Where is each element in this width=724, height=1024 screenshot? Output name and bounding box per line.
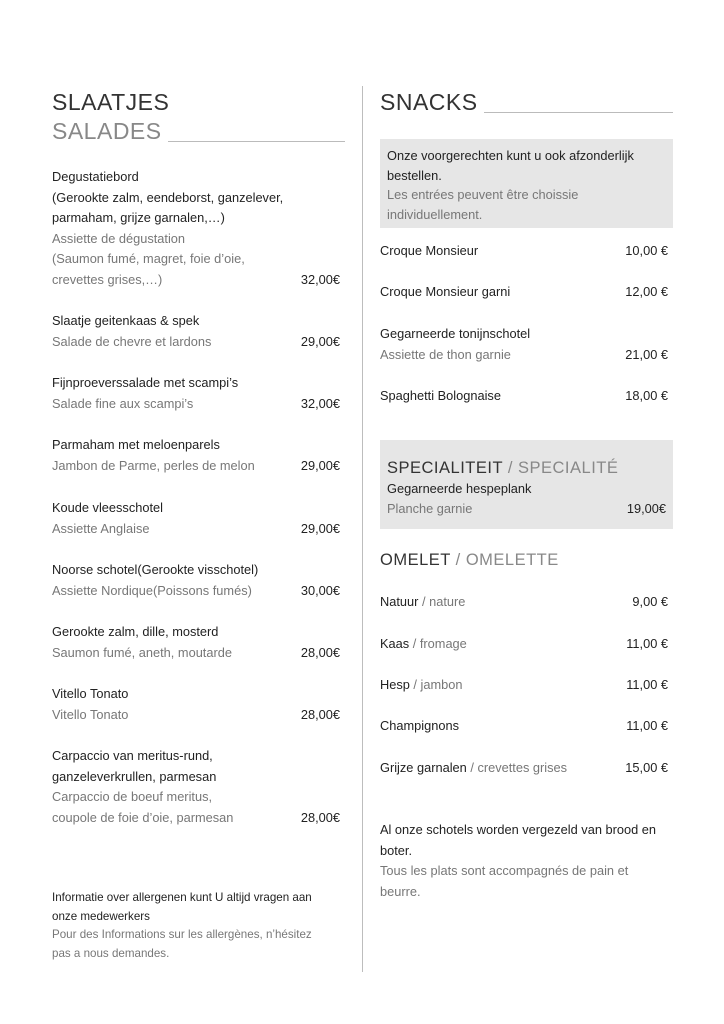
omelet-name-nl: Hesp [380,677,410,692]
omelet-item [380,758,668,779]
omelet-name-nl: Grijze garnalen [380,760,467,775]
dish-name-fr: Carpaccio de boeuf meritus, [52,789,213,804]
snacks-section [380,88,673,899]
dish-name-fr: crevettes grises,…) [52,271,163,287]
omelet-name-fr: jambon [420,677,463,692]
dish-item [52,746,340,828]
title-separator: / [450,551,466,569]
dish-name-nl: Slaatje geitenkaas & spek [52,313,200,328]
dish-name-nl: parmaham, grijze garnalen,…) [52,210,225,225]
column-divider [362,86,363,972]
allergen-note-fr: Pour des Informations sur les allergènes, n’hésitez [52,928,312,941]
dish-price: 29,00€ [300,457,340,473]
speciality-price: 19,00€ [626,500,666,516]
snack-name: Croque Monsieur [380,243,479,258]
omelet-item [380,675,668,696]
omelet-item [380,592,668,613]
salads-section [52,88,345,960]
dish-price: 29,00€ [300,333,340,349]
snacks-title-text: SNACKS [380,89,478,115]
omelet-title [380,550,559,570]
dish-item [52,684,340,725]
intro-fr: Les entrées peuvent être choissie [387,187,579,202]
salads-title-fr [52,117,345,146]
snack-name-fr: Assiette de thon garnie [380,346,511,362]
dish-price: 28,00€ [300,644,340,660]
dish-name-fr: Salade fine aux scampi’s [52,395,194,411]
item-separator: / [409,636,420,651]
omelet-name-nl: Natuur [380,594,419,609]
omelet-title-fr: OMELETTE [465,551,559,569]
dish-price: 30,00€ [300,582,340,598]
dish-name-nl: Carpaccio van meritus-rund, [52,748,213,763]
dish-name-fr: Assiette de dégustation [52,230,186,246]
bread-note-nl: Al onze schotels worden vergezeld van brood en [380,822,657,837]
dish-name-nl: Degustatiebord [52,169,139,184]
bread-note-fr: beurre. [380,883,421,899]
omelet-item [380,634,668,655]
item-separator: / [466,760,478,775]
omelet-name-fr: fromage [419,636,467,651]
snack-name: Croque Monsieur garni [380,284,511,299]
dish-price: 32,00€ [300,271,340,287]
dish-price: 28,00€ [300,706,340,722]
dish-name-fr: Salade de chevre et lardons [52,333,212,349]
snack-item [380,282,668,303]
snack-price: 12,00 € [625,284,668,299]
dish-name-fr: Vitello Tonato [52,706,129,722]
dish-name-fr: Assiette Nordique(Poissons fumés) [52,582,252,598]
dish-name-nl: Vitello Tonato [52,686,129,701]
snack-name: Spaghetti Bolognaise [380,388,501,403]
title-separator: / [502,459,518,477]
speciality-item-fr: Planche garnie [387,500,473,516]
allergen-note-nl: Informatie over allergenen kunt U altijd vragen aan [52,891,312,904]
item-separator: / [418,594,430,609]
omelet-item [380,716,668,737]
omelet-price: 11,00 € [626,718,668,733]
dish-name-nl: Parmaham met meloenparels [52,437,220,452]
dish-name-fr: (Saumon fumé, magret, foie d’oie, [52,251,245,266]
dish-name-fr: Jambon de Parme, perles de melon [52,457,255,473]
allergen-note-nl: onze medewerkers [52,909,150,923]
dish-name-fr: coupole de foie d’oie, parmesan [52,809,234,825]
item-separator: / [409,677,421,692]
omelet-name-nl: Champignons [380,718,459,733]
snack-price: 10,00 € [625,243,668,258]
dish-item [52,435,340,476]
snack-name: Gegarneerde tonijnschotel [380,326,531,341]
dish-name-nl: Gerookte zalm, dille, mosterd [52,624,219,639]
intro-fr: individuellement. [387,206,483,222]
omelet-name-fr: crevettes grises [477,760,568,775]
dish-name-fr: Assiette Anglaise [52,520,150,536]
bread-note [380,820,670,902]
omelet-price: 11,00 € [626,636,668,651]
allergen-note-fr: pas a nous demandes. [52,946,170,960]
dish-item [52,498,340,539]
dish-item [52,167,340,290]
omelet-price: 9,00 € [632,594,668,609]
speciality-title [387,458,666,478]
dish-price: 32,00€ [300,395,340,411]
dish-item [52,560,340,601]
allergen-note [52,889,342,963]
dish-name-nl: Fijnproeverssalade met scampi’s [52,375,239,390]
omelet-name-nl: Kaas [380,636,410,651]
intro-nl: bestellen. [387,167,442,183]
dish-price: 28,00€ [300,809,340,825]
snack-price: 18,00 € [625,388,668,403]
dish-item [52,622,340,663]
dish-item [52,311,340,352]
dish-name-nl: Noorse schotel(Gerookte visschotel) [52,562,259,577]
dish-item [52,373,340,414]
speciality-item-nl: Gegarneerde hespeplank [387,481,532,496]
snacks-intro-box [380,139,673,228]
omelet-title-nl: OMELET [380,551,451,569]
dish-name-nl: Koude vleesschotel [52,500,163,515]
snack-item [380,324,668,365]
omelet-name-fr: nature [429,594,466,609]
title-rule [168,141,345,142]
speciality-title-nl: SPECIALITEIT [387,459,503,477]
speciality-title-fr: SPECIALITÉ [518,459,619,477]
snack-item [380,386,668,407]
dish-price: 29,00€ [300,520,340,536]
dish-name-fr: Saumon fumé, aneth, moutarde [52,644,232,660]
bread-note-nl: boter. [380,842,413,858]
dish-name-nl: ganzeleverkrullen, parmesan [52,768,217,784]
title-rule [484,112,673,113]
omelet-price: 11,00 € [626,677,668,692]
bread-note-fr: Tous les plats sont accompagnés de pain et [380,863,629,878]
intro-nl: Onze voorgerechten kunt u ook afzonderlijk [387,148,634,163]
salads-title-nl: SLAATJES [52,89,170,115]
speciality-box [380,440,673,529]
salads-title-fr-text: SALADES [52,118,162,144]
snack-item [380,241,668,262]
snacks-title [380,88,673,117]
dish-name-nl: (Gerookte zalm, eendeborst, ganzelever, [52,189,284,205]
snack-price: 21,00 € [625,346,668,362]
omelet-price: 15,00 € [625,760,668,775]
